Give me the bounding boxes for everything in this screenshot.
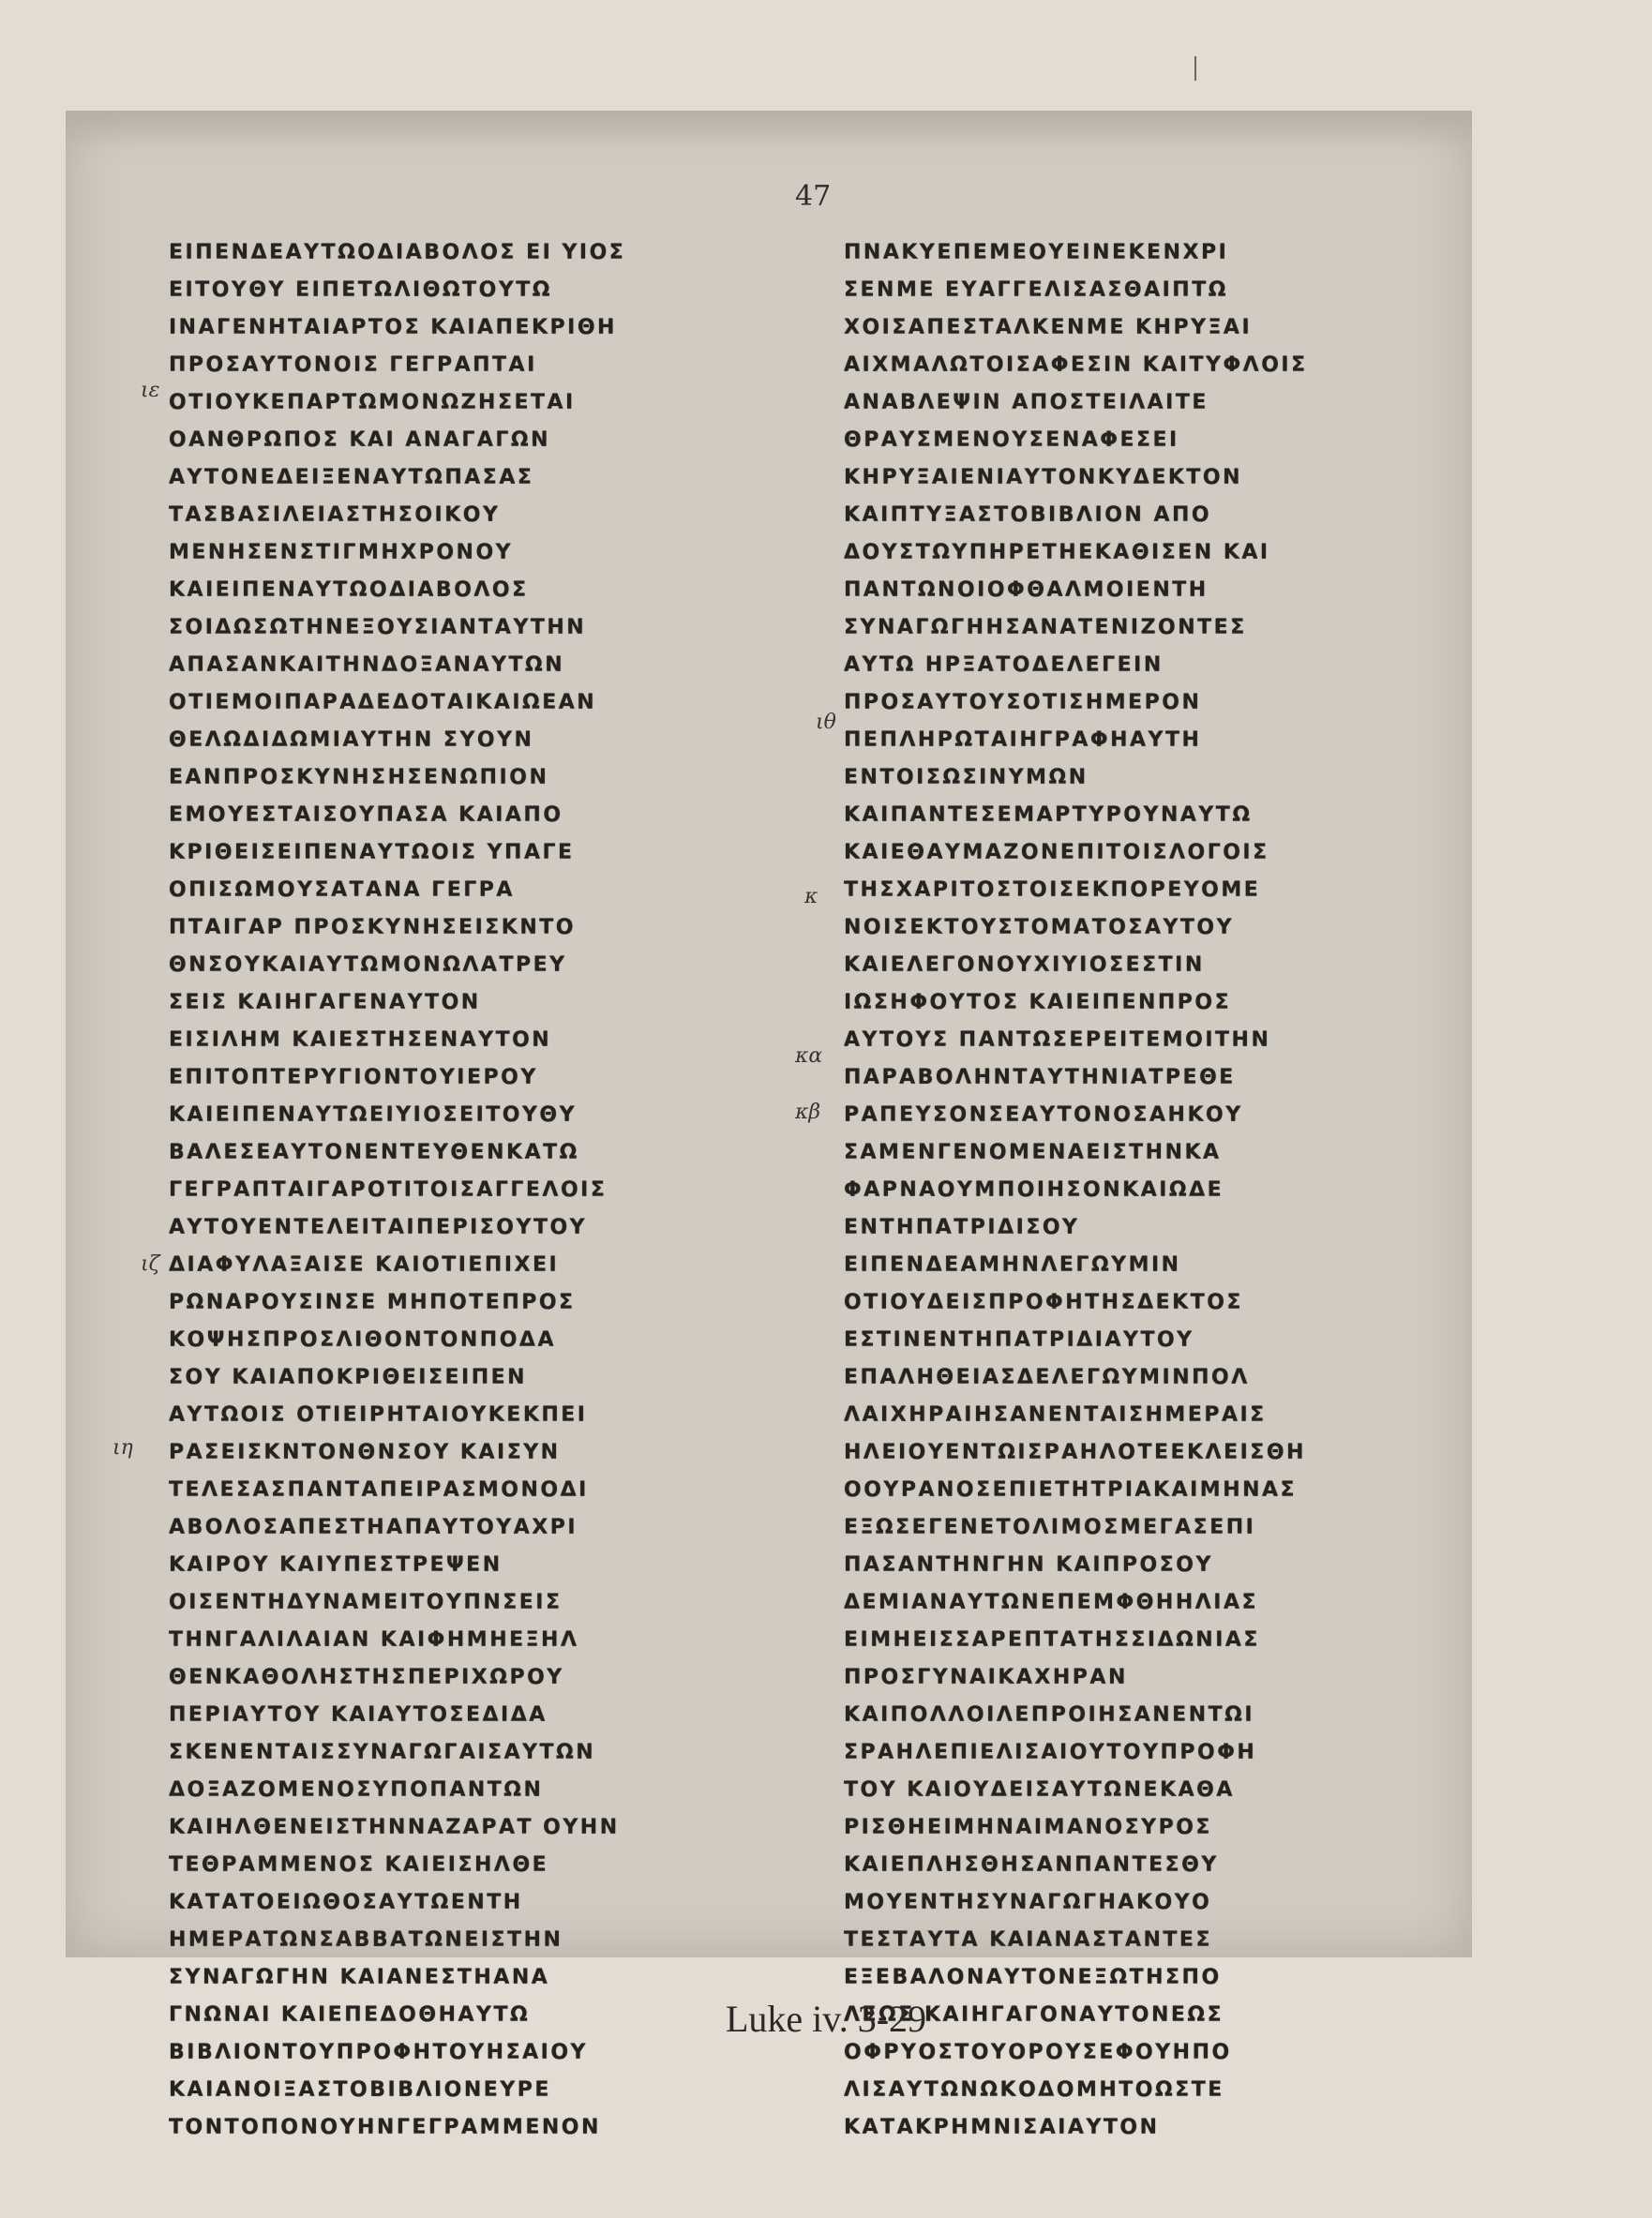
manuscript-line: ΕΙΠΕΝΔΕΑΥΤΩΟΔΙΑΒΟΛΟΣ ΕΙ ΥΙΟΣ	[169, 241, 626, 264]
manuscript-line: ΤΕΛΕΣΑΣΠΑΝΤΑΠΕΙΡΑΣΜΟΝΟΔΙ	[169, 1478, 589, 1502]
manuscript-line: ΠΑΣΑΝΤΗΝΓΗΝ ΚΑΙΠΡΟΣΟΥ	[844, 1553, 1213, 1577]
manuscript-line: ΕΠΑΛΗΘΕΙΑΣΔΕΛΕΓΩΥΜΙΝΠΟΛ	[844, 1366, 1250, 1389]
manuscript-line: ΚΑΙΡΟΥ ΚΑΙΥΠΕΣΤΡΕΨΕΝ	[169, 1553, 503, 1577]
manuscript-line: ΔΙΑΦΥΛΑΞΑΙΣΕ ΚΑΙΟΤΙΕΠΙΧΕΙ	[169, 1253, 560, 1277]
manuscript-line: ΝΟΙΣΕΚΤΟΥΣΤΟΜΑΤΟΣΑΥΤΟΥ	[844, 916, 1235, 939]
manuscript-line: ΘΝΣΟΥΚΑΙΑΥΤΩΜΟΝΩΛΑΤΡΕΥ	[169, 953, 567, 977]
manuscript-line: ΟΤΙΟΥΚΕΠΑΡΤΩΜΟΝΩΖΗΣΕΤΑΙ	[169, 391, 576, 414]
manuscript-line: ΤΟΝΤΟΠΟΝΟΥΗΝΓΕΓΡΑΜΜΕΝΟΝ	[169, 2116, 601, 2139]
manuscript-line: ΑΥΤΩ ΗΡΞΑΤΟΔΕΛΕΓΕΙΝ	[844, 653, 1164, 677]
left-text-column	[169, 234, 731, 2147]
manuscript-line: ΕΙΣΙΛΗΜ ΚΑΙΕΣΤΗΣΕΝΑΥΤΟΝ	[169, 1028, 552, 1052]
manuscript-line: ΛΕΩΣ ΚΑΙΗΓΑΓΟΝΑΥΤΟΝΕΩΣ	[844, 2003, 1224, 2027]
manuscript-line: ΕΝΤΗΠΑΤΡΙΔΙΣΟΥ	[844, 1216, 1080, 1239]
manuscript-line: ΑΥΤΟΝΕΔΕΙΞΕΝΑΥΤΩΠΑΣΑΣ	[169, 466, 534, 489]
manuscript-line: ΠΤΑΙΓΑΡ ΠΡΟΣΚΥΝΗΣΕΙΣΚΝΤΟ	[169, 916, 576, 939]
manuscript-line: ΘΕΝΚΑΘΟΛΗΣΤΗΣΠΕΡΙΧΩΡΟΥ	[169, 1666, 564, 1689]
manuscript-line: ΔΟΞΑΖΟΜΕΝΟΣΥΠΟΠΑΝΤΩΝ	[169, 1778, 544, 1802]
manuscript-line: ΠΑΡΑΒΟΛΗΝΤΑΥΤΗΝΙΑΤΡΕΘΕ	[844, 1066, 1236, 1089]
manuscript-line: ΕΞΕΒΑΛΟΝΑΥΤΟΝΕΞΩΤΗΣΠΟ	[844, 1966, 1222, 1989]
manuscript-line: ΠΡΟΣΑΥΤΟΥΣΟΤΙΣΗΜΕΡΟΝ	[844, 691, 1202, 714]
manuscript-line: ΚΑΙΠΤΥΞΑΣΤΟΒΙΒΛΙΟΝ ΑΠΟ	[844, 503, 1212, 527]
stray-mark	[1194, 56, 1196, 81]
manuscript-line: ΚΑΙΠΑΝΤΕΣΕΜΑΡΤΥΡΟΥΝΑΥΤΩ	[844, 803, 1253, 827]
manuscript-line: ΣΥΝΑΓΩΓΗΝ ΚΑΙΑΝΕΣΤΗΑΝΑ	[169, 1966, 550, 1989]
manuscript-line: ΕΙΠΕΝΔΕΑΜΗΝΛΕΓΩΥΜΙΝ	[844, 1253, 1181, 1277]
manuscript-line: ΑΥΤΟΥΕΝΤΕΛΕΙΤΑΙΠΕΡΙΣΟΥΤΟΥ	[169, 1216, 588, 1239]
manuscript-line: ΔΟΥΣΤΩΥΠΗΡΕΤΗΕΚΑΘΙΣΕΝ ΚΑΙ	[844, 541, 1270, 564]
manuscript-line: ΠΕΠΛΗΡΩΤΑΙΗΓΡΑΦΗΑΥΤΗ	[844, 728, 1202, 752]
manuscript-line: ΤΑΣΒΑΣΙΛΕΙΑΣΤΗΣΟΙΚΟΥ	[169, 503, 501, 527]
manuscript-line: ΓΕΓΡΑΠΤΑΙΓΑΡΟΤΙΤΟΙΣΑΓΓΕΛΟΙΣ	[169, 1178, 608, 1202]
manuscript-line: ΘΡΑΥΣΜΕΝΟΥΣΕΝΑΦΕΣΕΙ	[844, 428, 1179, 452]
manuscript-line: ΕΙΤΟΥΘΥ ΕΙΠΕΤΩΛΙΘΩΤΟΥΤΩ	[169, 278, 552, 302]
manuscript-line: ΚΑΙΗΛΘΕΝΕΙΣΤΗΝΝΑΖΑΡΑΤ ΟΥΗΝ	[169, 1816, 620, 1839]
manuscript-line: ΟΟΥΡΑΝΟΣΕΠΙΕΤΗΤΡΙΑΚΑΙΜΗΝΑΣ	[844, 1478, 1298, 1502]
manuscript-line: ΕΙΜΗΕΙΣΣΑΡΕΠΤΑΤΗΣΣΙΔΩΝΙΑΣ	[844, 1628, 1260, 1652]
manuscript-line: ΤΕΘΡΑΜΜΕΝΟΣ ΚΑΙΕΙΣΗΛΘΕ	[169, 1853, 549, 1877]
manuscript-line: ΟΤΙΟΥΔΕΙΣΠΡΟΦΗΤΗΣΔΕΚΤΟΣ	[844, 1291, 1243, 1314]
manuscript-line: ΠΝΑΚΥΕΠΕΜΕΟΥΕΙΝΕΚΕΝΧΡΙ	[844, 241, 1229, 264]
manuscript-line: ΚΡΙΘΕΙΣΕΙΠΕΝΑΥΤΩΟΙΣ ΥΠΑΓΕ	[169, 841, 575, 864]
plate-top-edge	[66, 111, 1472, 148]
manuscript-line: ΒΙΒΛΙΟΝΤΟΥΠΡΟΦΗΤΟΥΗΣΑΙΟΥ	[169, 2041, 588, 2064]
folio-number: 47	[795, 180, 832, 213]
manuscript-line: ΠΡΟΣΑΥΤΟΝΟΙΣ ΓΕΓΡΑΠΤΑΙ	[169, 353, 537, 377]
manuscript-line: ΟΦΡΥΟΣΤΟΥΟΡΟΥΣΕΦΟΥΗΠΟ	[844, 2041, 1232, 2064]
margin-note: ιε	[141, 379, 160, 402]
manuscript-line: ΙΩΣΗΦΟΥΤΟΣ ΚΑΙΕΙΠΕΝΠΡΟΣ	[844, 991, 1232, 1014]
manuscript-line: ΑΝΑΒΛΕΨΙΝ ΑΠΟΣΤΕΙΛΑΙΤΕ	[844, 391, 1209, 414]
margin-note: ιζ	[141, 1252, 160, 1276]
manuscript-line: ΤΗΝΓΑΛΙΛΑΙΑΝ ΚΑΙΦΗΜΗΕΞΗΛ	[169, 1628, 579, 1652]
manuscript-line: ΣΟΥ ΚΑΙΑΠΟΚΡΙΘΕΙΣΕΙΠΕΝ	[169, 1366, 528, 1389]
manuscript-line: ΡΑΠΕΥΣΟΝΣΕΑΥΤΟΝΟΣΑΗΚΟΥ	[844, 1103, 1243, 1127]
manuscript-line: ΕΞΩΣΕΓΕΝΕΤΟΛΙΜΟΣΜΕΓΑΣΕΠΙ	[844, 1516, 1256, 1539]
manuscript-line: ΟΑΝΘΡΩΠΟΣ ΚΑΙ ΑΝΑΓΑΓΩΝ	[169, 428, 551, 452]
manuscript-line: ΒΑΛΕΣΕΑΥΤΟΝΕΝΤΕΥΘΕΝΚΑΤΩ	[169, 1141, 579, 1164]
manuscript-line: ΣΕΙΣ ΚΑΙΗΓΑΓΕΝΑΥΤΟΝ	[169, 991, 481, 1014]
margin-note: κ	[804, 885, 818, 908]
manuscript-line: ΜΟΥΕΝΤΗΣΥΝΑΓΩΓΗΑΚΟΥΟ	[844, 1891, 1212, 1914]
plate-caption: Luke iv. 3-29	[725, 1998, 927, 2040]
manuscript-line: ΕΠΙΤΟΠΤΕΡΥΓΙΟΝΤΟΥΙΕΡΟΥ	[169, 1066, 538, 1089]
manuscript-line: ΠΡΟΣΓΥΝΑΙΚΑΧΗΡΑΝ	[844, 1666, 1128, 1689]
manuscript-line: ΔΕΜΙΑΝΑΥΤΩΝΕΠΕΜΦΘΗΗΛΙΑΣ	[844, 1591, 1259, 1614]
manuscript-line: ΚΑΙΕΙΠΕΝΑΥΤΩΟΔΙΑΒΟΛΟΣ	[169, 578, 529, 602]
manuscript-line: ΑΥΤΩΟΙΣ ΟΤΙΕΙΡΗΤΑΙΟΥΚΕΚΠΕΙ	[169, 1403, 588, 1427]
manuscript-line: ΣΟΙΔΩΣΩΤΗΝΕΞΟΥΣΙΑΝΤΑΥΤΗΝ	[169, 616, 587, 639]
manuscript-line: ΑΥΤΟΥΣ ΠΑΝΤΩΣΕΡΕΙΤΕΜΟΙΤΗΝ	[844, 1028, 1271, 1052]
manuscript-line: ΚΑΙΕΘΑΥΜΑΖΟΝΕΠΙΤΟΙΣΛΟΓΟΙΣ	[844, 841, 1269, 864]
manuscript-line: ΚΑΙΕΙΠΕΝΑΥΤΩΕΙΥΙΟΣΕΙΤΟΥΘΥ	[169, 1103, 578, 1127]
manuscript-line: ΘΕΛΩΔΙΔΩΜΙΑΥΤΗΝ ΣΥΟΥΝ	[169, 728, 534, 752]
manuscript-line: ΧΟΙΣΑΠΕΣΤΑΛΚΕΝΜΕ ΚΗΡΥΞΑΙ	[844, 316, 1253, 339]
margin-note: κα	[795, 1044, 823, 1068]
manuscript-line: ΠΕΡΙΑΥΤΟΥ ΚΑΙΑΥΤΟΣΕΔΙΔΑ	[169, 1703, 548, 1727]
margin-note: ιη	[113, 1436, 133, 1460]
right-text-column	[844, 234, 1406, 2147]
manuscript-line: ΟΙΣΕΝΤΗΔΥΝΑΜΕΙΤΟΥΠΝΣΕΙΣ	[169, 1591, 563, 1614]
manuscript-line: ΚΗΡΥΞΑΙΕΝΙΑΥΤΟΝΚΥΔΕΚΤΟΝ	[844, 466, 1243, 489]
manuscript-line: ΑΙΧΜΑΛΩΤΟΙΣΑΦΕΣΙΝ ΚΑΙΤΥΦΛΟΙΣ	[844, 353, 1308, 377]
margin-note: ιθ	[816, 711, 836, 734]
manuscript-line: ΛΙΣΑΥΤΩΝΩΚΟΔΟΜΗΤΟΩΣΤΕ	[844, 2078, 1224, 2102]
manuscript-line: ΚΑΙΑΝΟΙΞΑΣΤΟΒΙΒΛΙΟΝΕΥΡΕ	[169, 2078, 551, 2102]
manuscript-line: ΚΑΙΠΟΛΛΟΙΛΕΠΡΟΙΗΣΑΝΕΝΤΩΙ	[844, 1703, 1255, 1727]
manuscript-line: ΓΝΩΝΑΙ ΚΑΙΕΠΕΔΟΘΗΑΥΤΩ	[169, 2003, 531, 2027]
manuscript-line: ΚΑΤΑΚΡΗΜΝΙΣΑΙΑΥΤΟΝ	[844, 2116, 1160, 2139]
manuscript-line: ΟΤΙΕΜΟΙΠΑΡΑΔΕΔΟΤΑΙΚΑΙΩΕΑΝ	[169, 691, 597, 714]
manuscript-line: ΡΩΝΑΡΟΥΣΙΝΣΕ ΜΗΠΟΤΕΠΡΟΣ	[169, 1291, 576, 1314]
margin-note: κβ	[795, 1101, 821, 1124]
manuscript-line: ΣΥΝΑΓΩΓΗΗΣΑΝΑΤΕΝΙΖΟΝΤΕΣ	[844, 616, 1247, 639]
manuscript-line: ΑΠΑΣΑΝΚΑΙΤΗΝΔΟΞΑΝΑΥΤΩΝ	[169, 653, 565, 677]
manuscript-line: ΕΑΝΠΡΟΣΚΥΝΗΣΗΣΕΝΩΠΙΟΝ	[169, 766, 549, 789]
manuscript-line: ΚΑΤΑΤΟΕΙΩΘΟΣΑΥΤΩΕΝΤΗ	[169, 1891, 523, 1914]
manuscript-line: ΣΡΑΗΛΕΠΙΕΛΙΣΑΙΟΥΤΟΥΠΡΟΦΗ	[844, 1741, 1257, 1764]
manuscript-line: ΗΛΕΙΟΥΕΝΤΩΙΣΡΑΗΛΟΤΕΕΚΛΕΙΣΘΗ	[844, 1441, 1306, 1464]
manuscript-line: ΣΚΕΝΕΝΤΑΙΣΣΥΝΑΓΩΓΑΙΣΑΥΤΩΝ	[169, 1741, 596, 1764]
manuscript-line: ΙΝΑΓΕΝΗΤΑΙΑΡΤΟΣ ΚΑΙΑΠΕΚΡΙΘΗ	[169, 316, 617, 339]
manuscript-line: ΛΑΙΧΗΡΑΙΗΣΑΝΕΝΤΑΙΣΗΜΕΡΑΙΣ	[844, 1403, 1267, 1427]
manuscript-line: ΚΑΙΕΛΕΓΟΝΟΥΧΙΥΙΟΣΕΣΤΙΝ	[844, 953, 1205, 977]
manuscript-line: ΣΑΜΕΝΓΕΝΟΜΕΝΑΕΙΣΤΗΝΚΑ	[844, 1141, 1222, 1164]
manuscript-line: ΣΕΝΜΕ ΕΥΑΓΓΕΛΙΣΑΣΘΑΙΠΤΩ	[844, 278, 1228, 302]
manuscript-line: ΟΠΙΣΩΜΟΥΣΑΤΑΝΑ ΓΕΓΡΑ	[169, 878, 515, 902]
manuscript-line: ΚΑΙΕΠΛΗΣΘΗΣΑΝΠΑΝΤΕΣΘΥ	[844, 1853, 1219, 1877]
manuscript-line: ΡΑΣΕΙΣΚΝΤΟΝΘΝΣΟΥ ΚΑΙΣΥΝ	[169, 1441, 561, 1464]
manuscript-line: ΕΣΤΙΝΕΝΤΗΠΑΤΡΙΔΙΑΥΤΟΥ	[844, 1328, 1194, 1352]
manuscript-line: ΕΝΤΟΙΣΩΣΙΝΥΜΩΝ	[844, 766, 1089, 789]
manuscript-line: ΤΗΣΧΑΡΙΤΟΣΤΟΙΣΕΚΠΟΡΕΥΟΜΕ	[844, 878, 1261, 902]
manuscript-line: ΗΜΕΡΑΤΩΝΣΑΒΒΑΤΩΝΕΙΣΤΗΝ	[169, 1928, 563, 1952]
manuscript-line: ΕΜΟΥΕΣΤΑΙΣΟΥΠΑΣΑ ΚΑΙΑΠΟ	[169, 803, 563, 827]
manuscript-line: ΠΑΝΤΩΝΟΙΟΦΘΑΛΜΟΙΕΝΤΗ	[844, 578, 1209, 602]
manuscript-line: ΦΑΡΝΑΟΥΜΠΟΙΗΣΟΝΚΑΙΩΔΕ	[844, 1178, 1224, 1202]
manuscript-line: ΚΟΨΗΣΠΡΟΣΛΙΘΟΝΤΟΝΠΟΔΑ	[169, 1328, 556, 1352]
manuscript-line: ΜΕΝΗΣΕΝΣΤΙΓΜΗΧΡΟΝΟΥ	[169, 541, 514, 564]
manuscript-line: ΑΒΟΛΟΣΑΠΕΣΤΗΑΠΑΥΤΟΥΑΧΡΙ	[169, 1516, 578, 1539]
manuscript-line: ΡΙΣΘΗΕΙΜΗΝΑΙΜΑΝΟΣΥΡΟΣ	[844, 1816, 1212, 1839]
manuscript-line: ΤΟΥ ΚΑΙΟΥΔΕΙΣΑΥΤΩΝΕΚΑΘΑ	[844, 1778, 1235, 1802]
manuscript-line: ΤΕΣΤΑΥΤΑ ΚΑΙΑΝΑΣΤΑΝΤΕΣ	[844, 1928, 1212, 1952]
